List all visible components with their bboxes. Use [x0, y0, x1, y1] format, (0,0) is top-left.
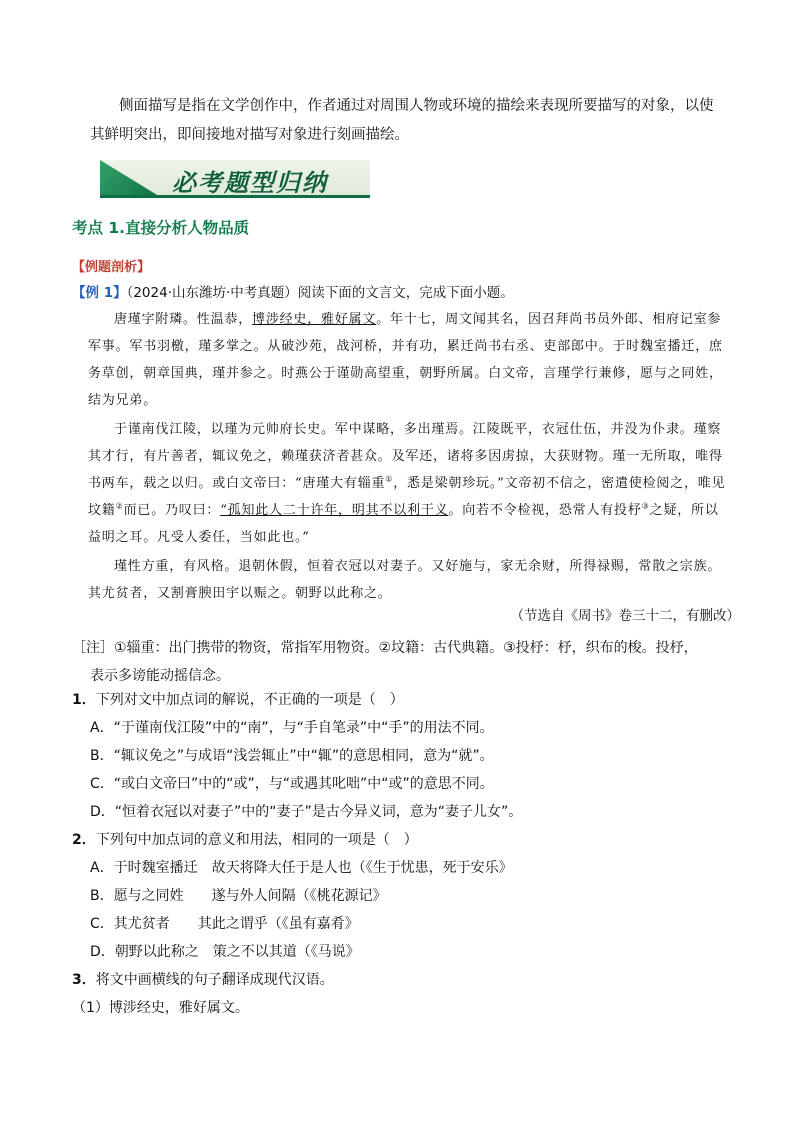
example-tag: 【例 1】 [72, 285, 127, 301]
footnote-marker-3: ③ [641, 501, 650, 511]
option-c: C．其尤贫者 其此之谓乎（《虽有嘉肴》 [90, 916, 359, 932]
question-number: 2． [72, 832, 96, 848]
option-c: C．“或白文帝曰”中的“或”，与“或遇其叱咄”中“或”的意思不同。 [90, 776, 494, 792]
section-title: 考点 1.直接分析人物品质 [72, 219, 250, 237]
option-a: A．“于谨南伐江陵”中的“南”，与“手自笔录”中“手”的用法不同。 [90, 720, 494, 736]
passage-text: 而已。乃叹曰： [123, 503, 221, 518]
question-stem: 下列句中加点词的意义和用法，相同的一项是（ ） [95, 832, 418, 848]
section-banner [100, 160, 370, 198]
example-text: （2024·山东潍坊·中考真题）阅读下面的文言文，完成下面小题。 [126, 285, 514, 301]
passage-text: 于谨南伐江陵，以瑾为元帅府长史。军中谋略，多出瑾焉。江陵既平，衣冠仕伍，并没为仆隶。瑾察其才行，有片善者，辄议免之，赖瑾获济者甚众。及军还，诸将多因虏掠，大获财物。瑾一无所取，唯得书两车，载之以归。或白文帝曰：“唐瑾大有辎重 [88, 422, 723, 491]
intro-paragraph: 侧面描写是指在文学创作中，作者通过对周围人物或环境的描绘来表现所要描写的对象，以使其鲜明突出，即间接地对描写对象进行刻画描绘。 [90, 98, 714, 143]
option-b: B．“辄议免之”与成语“浅尝辄止”中“辄”的意思相同，意为“就”。 [90, 748, 494, 764]
option-d: D．朝野以此称之 策之不以其道（《马说》 [90, 944, 360, 960]
passage-paragraph-3: 瑾性方重，有风格。退朝休假，恒着衣冠以对妻子。又好施与，家无余财，所得禄赐，常散之宗族。其尤贫者，又割膏腴田宇以赈之。朝野以此称之。 [88, 559, 722, 601]
passage-text: 唐瑾字附璘。性温恭， [114, 312, 253, 327]
source-citation: （节选自《周书》卷三十二，有删改） [510, 608, 740, 624]
classical-passage [88, 306, 728, 609]
option-b: B．愿与之同姓 遂与外人间隔（《桃花源记》 [90, 888, 387, 904]
annotations [72, 634, 742, 690]
footnote-marker-2: ② [115, 501, 124, 511]
passage-text: 。年十七，周文闻其名，因召拜尚书员外郎、相府记室参军事。军书羽檄，瑾多掌之。从破沙苑，战河桥，并有功，累迁尚书右丞、吏部郎中。于时魏室播迁，庶务草创，朝章国典，瑾并参之。时燕公于谨勋高望重，朝野所属。白文帝，言瑾学行兼修，愿与之同姓，结为兄弟。 [88, 312, 723, 408]
sub-question-1: （1）博涉经史，雅好属文。 [72, 1000, 249, 1016]
passage-text: 之疑，所以益明之耳。凡受人委任，当如此也。” [88, 503, 719, 545]
question-number: 3． [72, 972, 96, 988]
option-a: A．于时魏室播迁 故天将降大任于是人也（《生于忧患，死于安乐》 [90, 860, 513, 876]
passage-paragraph-1 [88, 306, 728, 414]
underlined-sentence-1: 博涉经史，雅好属文 [252, 312, 377, 327]
passage-paragraph-2 [88, 416, 728, 551]
passage-text: 。向若不令检视，恐常人有投杼 [448, 503, 642, 518]
underlined-sentence-2: “孤知此人二十许年，明其不以利干义 [220, 503, 449, 518]
question-3 [72, 966, 752, 1022]
question-stem: 将文中画横线的句子翻译成现代汉语。 [95, 972, 334, 988]
footnote-marker-1: ① [385, 474, 394, 484]
question-2 [72, 826, 752, 966]
question-number: 1． [72, 692, 96, 708]
example-heading [72, 283, 732, 303]
example-analysis-tag: 【例题剖析】 [72, 260, 151, 275]
passage-text: ，悉是梁朝珍玩。”文帝初不信之，密遣使检阅之，唯见坟籍 [88, 476, 726, 518]
question-list [72, 686, 752, 1022]
annotation-line-2: 表示多谤能动摇信念。 [90, 668, 230, 684]
annotation-line-1: ［注］①辎重：出门携带的物资，常指军用物资。②坟籍：古代典籍。③投杼：杼，织布的梭。投杼， [72, 640, 698, 656]
option-d: D．“恒着衣冠以对妻子”中的“妻子”是古今异义词，意为“妻子儿女”。 [90, 804, 523, 820]
question-1 [72, 686, 752, 826]
banner-title: 必考题型归纳 [172, 168, 328, 197]
question-stem: 下列对文中加点词的解说，不正确的一项是（ ） [95, 692, 404, 708]
